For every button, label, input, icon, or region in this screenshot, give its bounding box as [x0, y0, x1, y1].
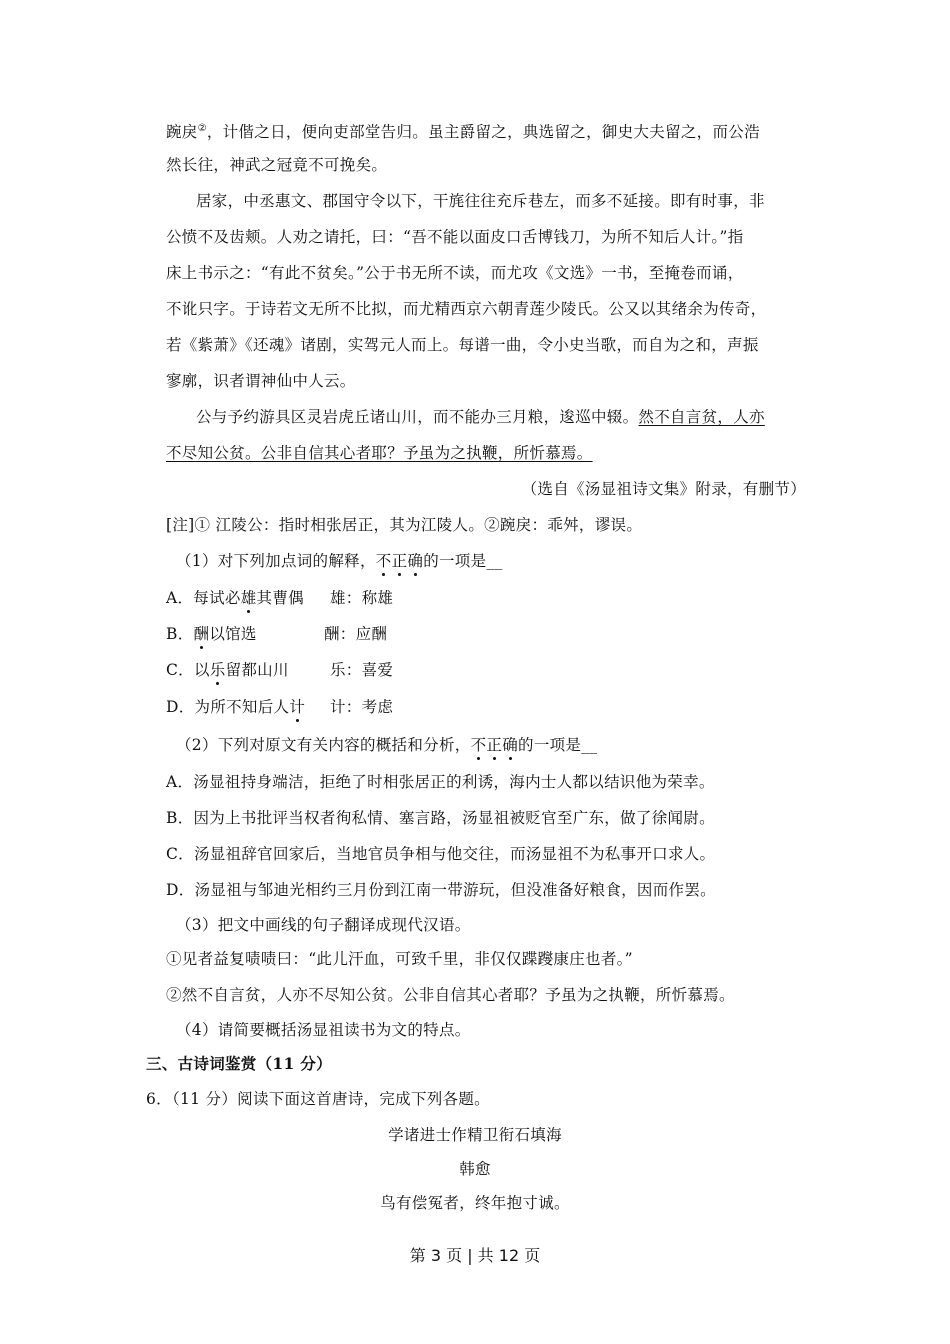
option-text: D．为所不知后人: [166, 698, 290, 716]
dotted-char: 计: [289, 698, 306, 716]
question-2-option-a: A．汤显祖持身端洁，拒绝了时相张居正的利诱，海内士人都以结识他为荣幸。: [166, 773, 715, 791]
question-2-stem: [176, 734, 816, 756]
underlined-sentence: 不尽知公贫。公非自信其心者耶？予虽为之执鞭，所忻慕焉。: [166, 444, 593, 462]
paragraph-2-line-3: 床上书示之：“有此不贫矣。”公于书无所不读，而尤攻《文选》一书，至掩卷而诵，: [166, 264, 744, 282]
option-text: C．以: [166, 661, 210, 679]
passage-line-1: [166, 118, 806, 143]
question-6-stem: 6．（11 分）阅读下面这首唐诗，完成下列各题。: [146, 1090, 490, 1108]
paragraph-3-line-1: [196, 406, 806, 428]
question-3-stem: （3）把文中画线的句子翻译成现代汉语。: [176, 916, 471, 934]
dotted-char: 正: [391, 552, 408, 570]
option-text: A．每试必: [166, 589, 241, 607]
paragraph-2-line-1: 居家，中丞惠文、郡国守令以下，干旄往往充斥巷左，而多不延接。即有时事，非: [196, 192, 765, 210]
option-explanation: 酬：应酬: [324, 625, 388, 643]
footnote-marker: ②: [197, 123, 207, 134]
paragraph-2-line-2: 公愤不及齿颊。人劝之请托，曰：“吾不能以面皮口舌博钱刀，为所不知后人计。”指: [166, 228, 744, 246]
option-text: B．: [166, 625, 194, 643]
question-1-option-b: [166, 623, 806, 645]
underlined-sentence: 然不自言贫，人亦: [638, 408, 765, 426]
section-3-title: 三、古诗词鉴赏（11 分）: [146, 1054, 332, 1073]
dotted-char: 不: [470, 736, 487, 754]
dotted-char: 确: [407, 552, 424, 570]
question-3-sentence-1: ①见者益复啧啧曰：“此儿汗血，可致千里，非仅仅蹀躞康庄也者。”: [166, 950, 633, 968]
option-explanation: 计：考虑: [330, 698, 394, 716]
question-1-option-a: [166, 587, 806, 609]
question-2-option-c: C．汤显祖辞官回家后，当地官员争相与他交往，而汤显祖不为私事开口求人。: [166, 845, 716, 863]
dotted-char: 雄: [240, 589, 257, 607]
stem-text: （2）下列对原文有关内容的概括和分析，: [176, 736, 471, 754]
passage-text: 公与予约游具区灵岩虎丘诸山川，而不能办三月粮，逡巡中辍。: [196, 408, 639, 426]
question-4-stem: （4）请简要概括汤显祖读书为文的特点。: [176, 1021, 471, 1039]
page-footer: 第 3 页 | 共 12 页: [409, 1246, 541, 1265]
question-1-stem: [176, 550, 816, 572]
poem-author: 韩愈: [459, 1160, 491, 1178]
question-2-option-d: D．汤显祖与邹迪光相约三月份到江南一带游玩，但没准备好粮食，因而作罢。: [166, 881, 716, 899]
option-text: 其曹偶: [256, 589, 304, 607]
dotted-char: 正: [486, 736, 503, 754]
paragraph-3-line-2: [166, 442, 806, 464]
paragraph-2-line-5: 若《紫萧》《还魂》诸剧，实驾元人而上。每谱一曲，令小史当歌，而自为之和，声振: [166, 336, 759, 354]
question-3-sentence-2: ②然不自言贫，人亦不尽知公贫。公非自信其心者耶？予虽为之执鞭，所忻慕焉。: [166, 986, 735, 1004]
stem-text: （1）对下列加点词的解释，: [176, 552, 376, 570]
paragraph-2-line-4: 不讹只字。于诗若文无所不比拟，而尤精西京六朝青莲少陵氏。公又以其绪余为传奇，: [166, 300, 767, 318]
passage-line-2: 然长往，神武之冠竟不可挽矣。: [166, 156, 388, 174]
dotted-char: 确: [502, 736, 519, 754]
option-text: 以馆选: [209, 625, 257, 643]
dotted-char: 不: [375, 552, 392, 570]
question-2-option-b: B．因为上书批评当权者徇私情、塞言路，汤显祖被贬官至广东，做了徐闻尉。: [166, 809, 715, 827]
poem-line-1: 鸟有偿冤者，终年抱寸诚。: [380, 1194, 570, 1212]
poem-title: 学诸进士作精卫衔石填海: [388, 1126, 562, 1144]
passage-text: ，计偕之日，便向吏部堂告归。虽主爵留之，典选留之，御史大夫留之，而公浩: [206, 123, 760, 142]
option-explanation: 雄：称雄: [330, 589, 394, 607]
dotted-char: 乐: [209, 661, 226, 679]
option-explanation: 乐：喜爱: [330, 661, 394, 679]
passage-note: [注]① 江陵公：指时相张居正，其为江陵人。②踠戾：乖舛，谬误。: [166, 516, 643, 534]
paragraph-2-line-6: 寥廓，识者谓神仙中人云。: [166, 372, 356, 390]
question-1-option-d: [166, 696, 806, 718]
stem-text: 的一项是__: [518, 736, 598, 754]
dotted-char: 酬: [193, 625, 210, 643]
option-text: 留都山川: [225, 661, 289, 679]
stem-text: 的一项是__: [423, 552, 503, 570]
question-1-option-c: [166, 659, 806, 681]
passage-source: （选自《汤显祖诗文集》附录，有删节）: [521, 480, 806, 498]
term-wanli: 踠戾: [166, 123, 198, 142]
